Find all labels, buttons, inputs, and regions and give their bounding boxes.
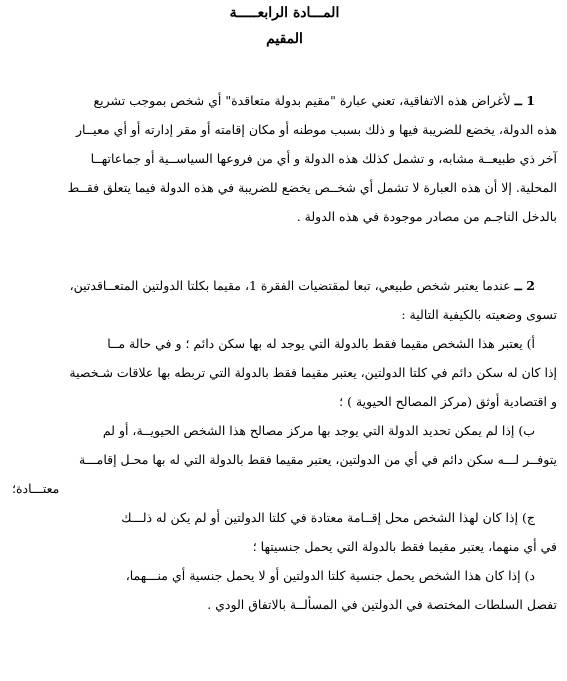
- article-subtitle: المقيم: [266, 31, 303, 47]
- list-item-a-line-3: و اقتصادية أوثق (مركز المصالح الحيوية ) ؛: [339, 394, 557, 409]
- paragraph-2: [12, 271, 557, 619]
- list-item-d: [12, 561, 557, 619]
- article-title: المـــادة الرابعـــــة: [229, 5, 340, 21]
- paragraph-2-number: 2 ــ: [514, 278, 535, 293]
- list-item-d-line-1: د) إذا كان هذا الشخص يحمل جنسية كلتا الدولتين أو لا يحمل جنسية أي منـــهما،: [125, 568, 535, 583]
- paragraph-1: [12, 86, 557, 231]
- list-item-a-line-2: إذا كان له سكن دائم في كلتا الدولتين، يعتبر مقيما فقط بالدولة التي تربطه بها علاقات شـخصية: [69, 365, 557, 380]
- list-item-c-line-1: ج) إذا كان لهذا الشخص محل إقــامة معتادة في كلتا الدولتين أو لم يكن له ذلـــك: [121, 510, 535, 525]
- paragraph-1-line-4: المحلية. إلا أن هذه العبارة لا تشمل أي شخــص يخضع للضريبة في هذه الدولة فيما يتعلق فقــط: [67, 180, 557, 195]
- list-item-d-line-2: تفصل السلطات المختصة في الدولتين في المسألــة بالاتفاق الودي .: [207, 597, 557, 612]
- paragraph-2-line-1: 2 ــ عندما يعتبر شخص طبيعي، تبعا لمقتضيات الفقرة 1، مقيما بكلتا الدولتين المتعــاقدتين،: [69, 278, 535, 293]
- paragraph-1-line-2: هذه الدولة، يخضع للضريبة فيها و ذلك بسبب موطنه أو مكان إقامته أو مقر إدارته أو أي معيــار: [76, 122, 557, 137]
- list-item-b: [12, 416, 557, 503]
- list-item-b-line-1: ب) إذا لم يمكن تحديد الدولة التي يوجد بها مركز مصالح هذا الشخص الحيويــة، أو لم: [102, 423, 535, 438]
- list-item-b-line-2: يتوفــر لـــه سكن دائم في أي من الدولتين، يعتبر مقيما فقط بالدولة التي له بها محـل إقامـــة: [78, 452, 557, 467]
- paragraph-1-line-1: 1 ــ لأغراض هذه الاتفاقية، تعني عبارة "مقيم بدولة متعاقدة" أي شخص بموجب تشريع: [93, 93, 535, 108]
- paragraph-1-number: 1 ــ: [514, 93, 535, 108]
- list-item-b-line-3: معتـــادة؛: [12, 481, 60, 496]
- paragraph-1-line-3: آخر ذي طبيعــة مشابه، و تشمل كذلك هذه الدولة و أي من فروعها السياســية أو جماعاتهــا: [90, 151, 557, 166]
- paragraph-1-line-5: بالدخل الناجـم من مصادر موجودة في هذه الدولة .: [296, 209, 557, 224]
- list-item-c: [12, 503, 557, 561]
- list-item-a: [12, 329, 557, 416]
- list-item-a-line-1: أ) يعتبر هذا الشخص مقيما فقط بالدولة التي يوجد له بها سكن دائم ؛ و في حالة مــا: [107, 336, 535, 351]
- paragraph-2-line-2: تسوى وضعيته بالكيفية التالية :: [401, 307, 557, 322]
- list-item-c-line-2: في أي منهما، يعتبر مقيما فقط بالدولة التي يحمل جنسيتها ؛: [252, 539, 557, 554]
